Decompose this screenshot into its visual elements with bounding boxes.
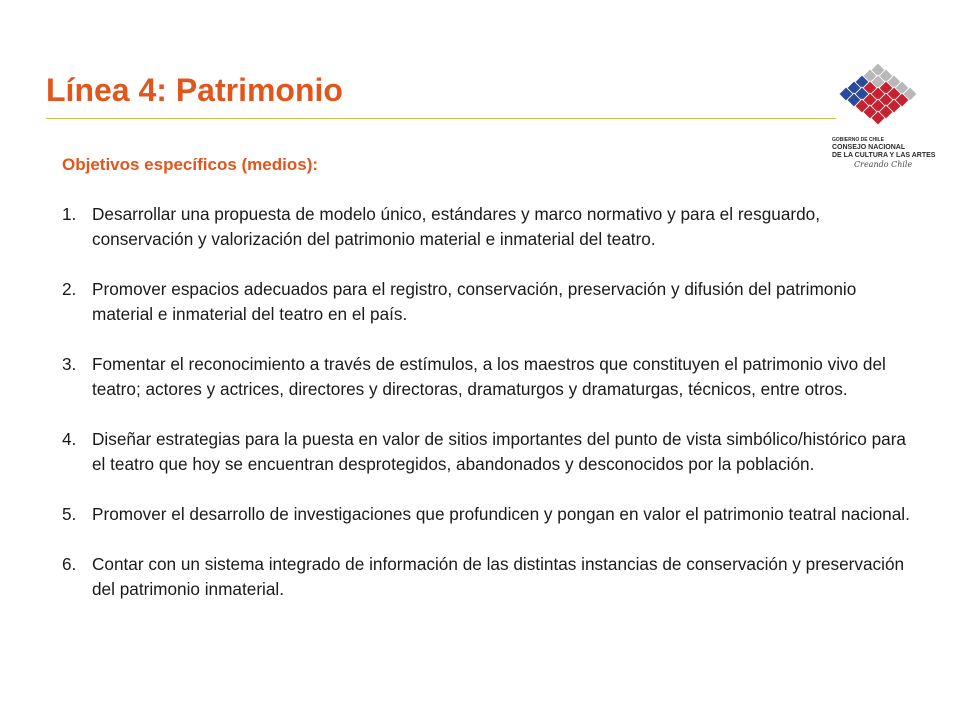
slide-title: Línea 4: Patrimonio <box>46 72 343 108</box>
objective-number: 6. <box>62 554 77 574</box>
objective-text: Promover el desarrollo de investigaciones que profundicen y pongan en valor el patrimonio teatral nacional. <box>92 504 910 524</box>
objective-item-1 <box>62 202 922 252</box>
logo-tagline: Creando Chile <box>854 160 913 169</box>
objectives-list <box>62 202 922 627</box>
objective-number: 4. <box>62 429 77 449</box>
cnca-logo <box>828 64 938 176</box>
logo-line-1: GOBIERNO DE CHILE <box>832 137 884 143</box>
objective-text: Fomentar el reconocimiento a través de estímulos, a los maestros que constituyen el patrimonio vivo del teatro; actores y actrices, directores y directoras, dramaturgos y dramaturgas, técnicos, entre otros. <box>92 354 886 399</box>
objectives-heading: Objetivos específicos (medios): <box>62 155 319 174</box>
logo-line-2: CONSEJO NACIONAL <box>832 144 906 151</box>
objective-number: 3. <box>62 354 77 374</box>
objective-item-3 <box>62 352 922 402</box>
objective-text: Contar con un sistema integrado de información de las distintas instancias de conservación y preservación del patrimonio inmaterial. <box>92 554 905 599</box>
objective-text: Promover espacios adecuados para el registro, conservación, preservación y difusión del patrimonio material e inmaterial del teatro en el país. <box>92 279 857 324</box>
star-mosaic-logo-icon <box>828 64 928 134</box>
objective-item-5 <box>62 502 922 527</box>
objective-number: 1. <box>62 204 77 224</box>
objective-number: 2. <box>62 279 77 299</box>
objective-item-2 <box>62 277 922 327</box>
objective-item-6 <box>62 552 922 602</box>
title-divider <box>46 118 836 119</box>
logo-line-3: DE LA CULTURA Y LAS ARTES <box>832 152 936 159</box>
objective-text: Diseñar estrategias para la puesta en valor de sitios importantes del punto de vista simbólico/histórico para el teatro que hoy se encuentran desprotegidos, abandonados y desconocidos por la población. <box>92 429 906 474</box>
logo-text <box>832 136 938 169</box>
objective-item-4 <box>62 427 922 477</box>
objective-number: 5. <box>62 504 77 524</box>
objective-text: Desarrollar una propuesta de modelo único, estándares y marco normativo y para el resguardo, conservación y valorización del patrimonio material e inmaterial del teatro. <box>92 204 820 249</box>
